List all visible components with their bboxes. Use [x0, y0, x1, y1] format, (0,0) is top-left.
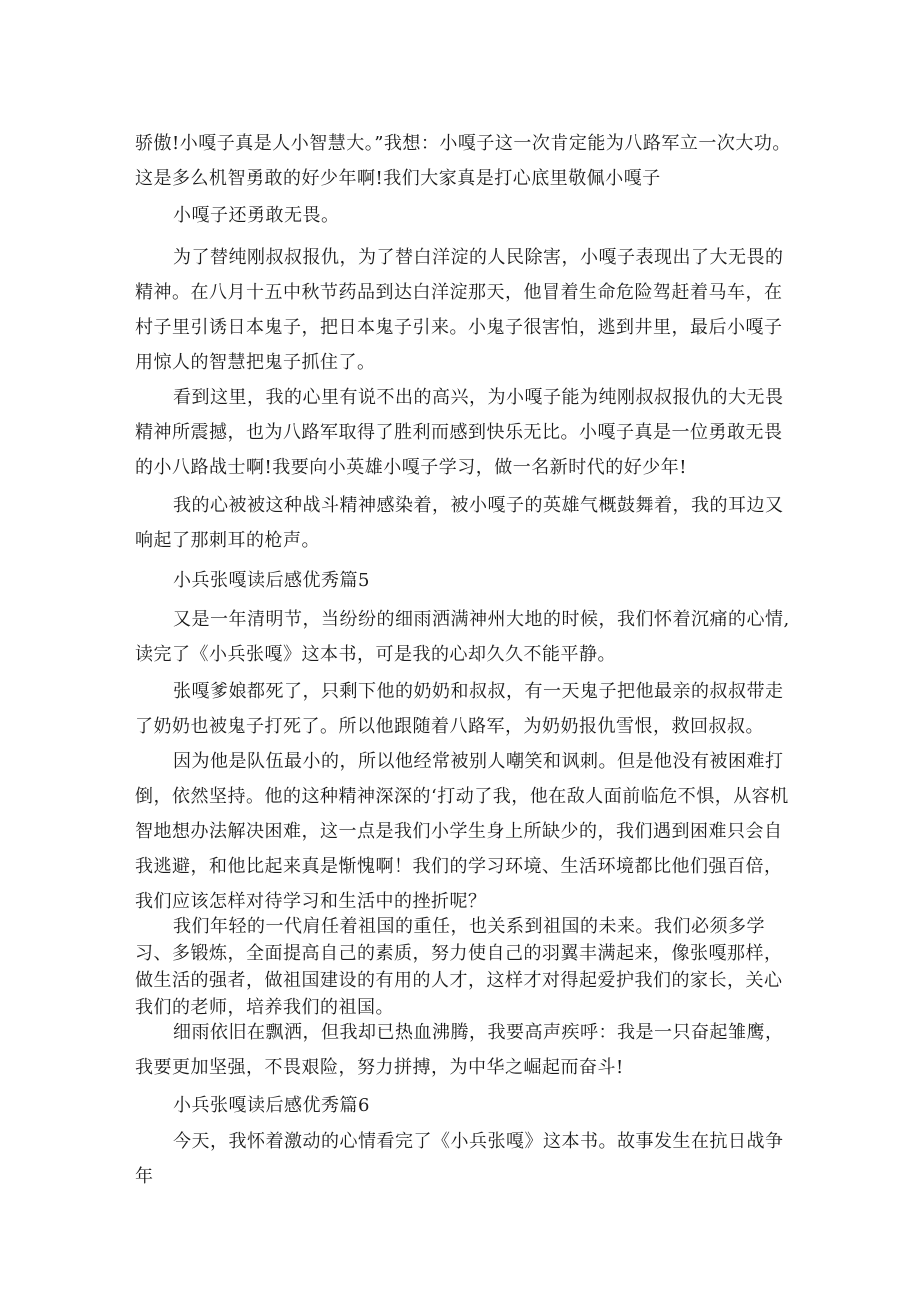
paragraph-reflection: 看到这里，我的心里有说不出的高兴，为小嘎子能为纯刚叔叔报仇的大无畏精神所震撼，也为八路军取得了胜利而感到快乐无比。小嘎子真是一位勇敢无畏的小八路战士啊!我要向小英雄小嘎子学习，做一名新时代的好少年! — [135, 387, 784, 478]
paragraph-today: 今天，我怀着激动的心情看完了《小兵张嘎》这本书。故事发生在抗日战争年 — [135, 1131, 784, 1187]
paragraph-perseverance: 因为他是队伍最小的，所以他经常被别人嘲笑和讽刺。但是他没有被困难打倒，依然坚持。他的这种精神深深的‘打动了我，他在敌人面前临危不惧，从容机智地想办法解决困难，这一点是我们小学生身上所缺少的，我们遇到困难只会自我逃避，和他比起来真是惭愧啊！我们的学习环境、生活环境都比他们强百倍，我们应该怎样对待学习和生活中的挫折呢？ — [135, 751, 789, 912]
paragraph-intro-continuation: 骄傲!小嘎子真是人小智慧大。”我想：小嘎子这一次肯定能为八路军立一次大功。这是多么机智勇敢的好少年啊!我们大家真是打心底里敬佩小嘎子 — [135, 133, 791, 189]
paragraph-resolve: 细雨依旧在飘洒，但我却已热血沸腾，我要高声疾呼：我是一只奋起雏鹰，我要更加坚强，不畏艰险，努力拼搏，为中华之崛起而奋斗! — [135, 1022, 784, 1078]
section-heading-6: 小兵张嘎读后感优秀篇6 — [173, 1095, 370, 1116]
paragraph-inspired: 我的心被被这种战斗精神感染着，被小嘎子的英雄气概鼓舞着，我的耳边又响起了那刺耳的枪声。 — [135, 495, 784, 551]
paragraph-qingming: 又是一年清明节，当纷纷的细雨洒满神州大地的时候，我们怀着沉痛的心情,读完了《小兵张嘎》这本书，可是我的心却久久不能平静。 — [135, 609, 790, 665]
section-heading-5: 小兵张嘎读后感优秀篇5 — [173, 570, 370, 591]
paragraph-family: 张嘎爹娘都死了，只剩下他的奶奶和叔叔，有一天鬼子把他最亲的叔叔带走了奶奶也被鬼子打死了。所以他跟随着八路军，为奶奶报仇雪恨，救回叔叔。 — [135, 681, 784, 737]
paragraph-brave-topic: 小嘎子还勇敢无畏。 — [173, 205, 340, 226]
paragraph-brave-story: 为了替纯刚叔叔报仇，为了替白洋淀的人民除害，小嘎子表现出了大无畏的精神。在八月十五中秋节药品到达白洋淀那天，他冒着生命危险驾赶着马车，在村子里引诱日本鬼子，把日本鬼子引来。小鬼子很害怕，逃到井里，最后小嘎子用惊人的智慧把鬼子抓住了。 — [135, 247, 784, 373]
paragraph-responsibility: 我们年轻的一代肩任着祖国的重任，也关系到祖国的未来。我们必须多学习、多锻炼，全面提高自己的素质，努力使自己的羽翼丰满起来，像张嘎那样，做生活的强者，做祖国建设的有用的人才，这样才对得起爱护我们的家长，关心我们的老师，培养我们的祖国。 — [135, 916, 783, 1018]
